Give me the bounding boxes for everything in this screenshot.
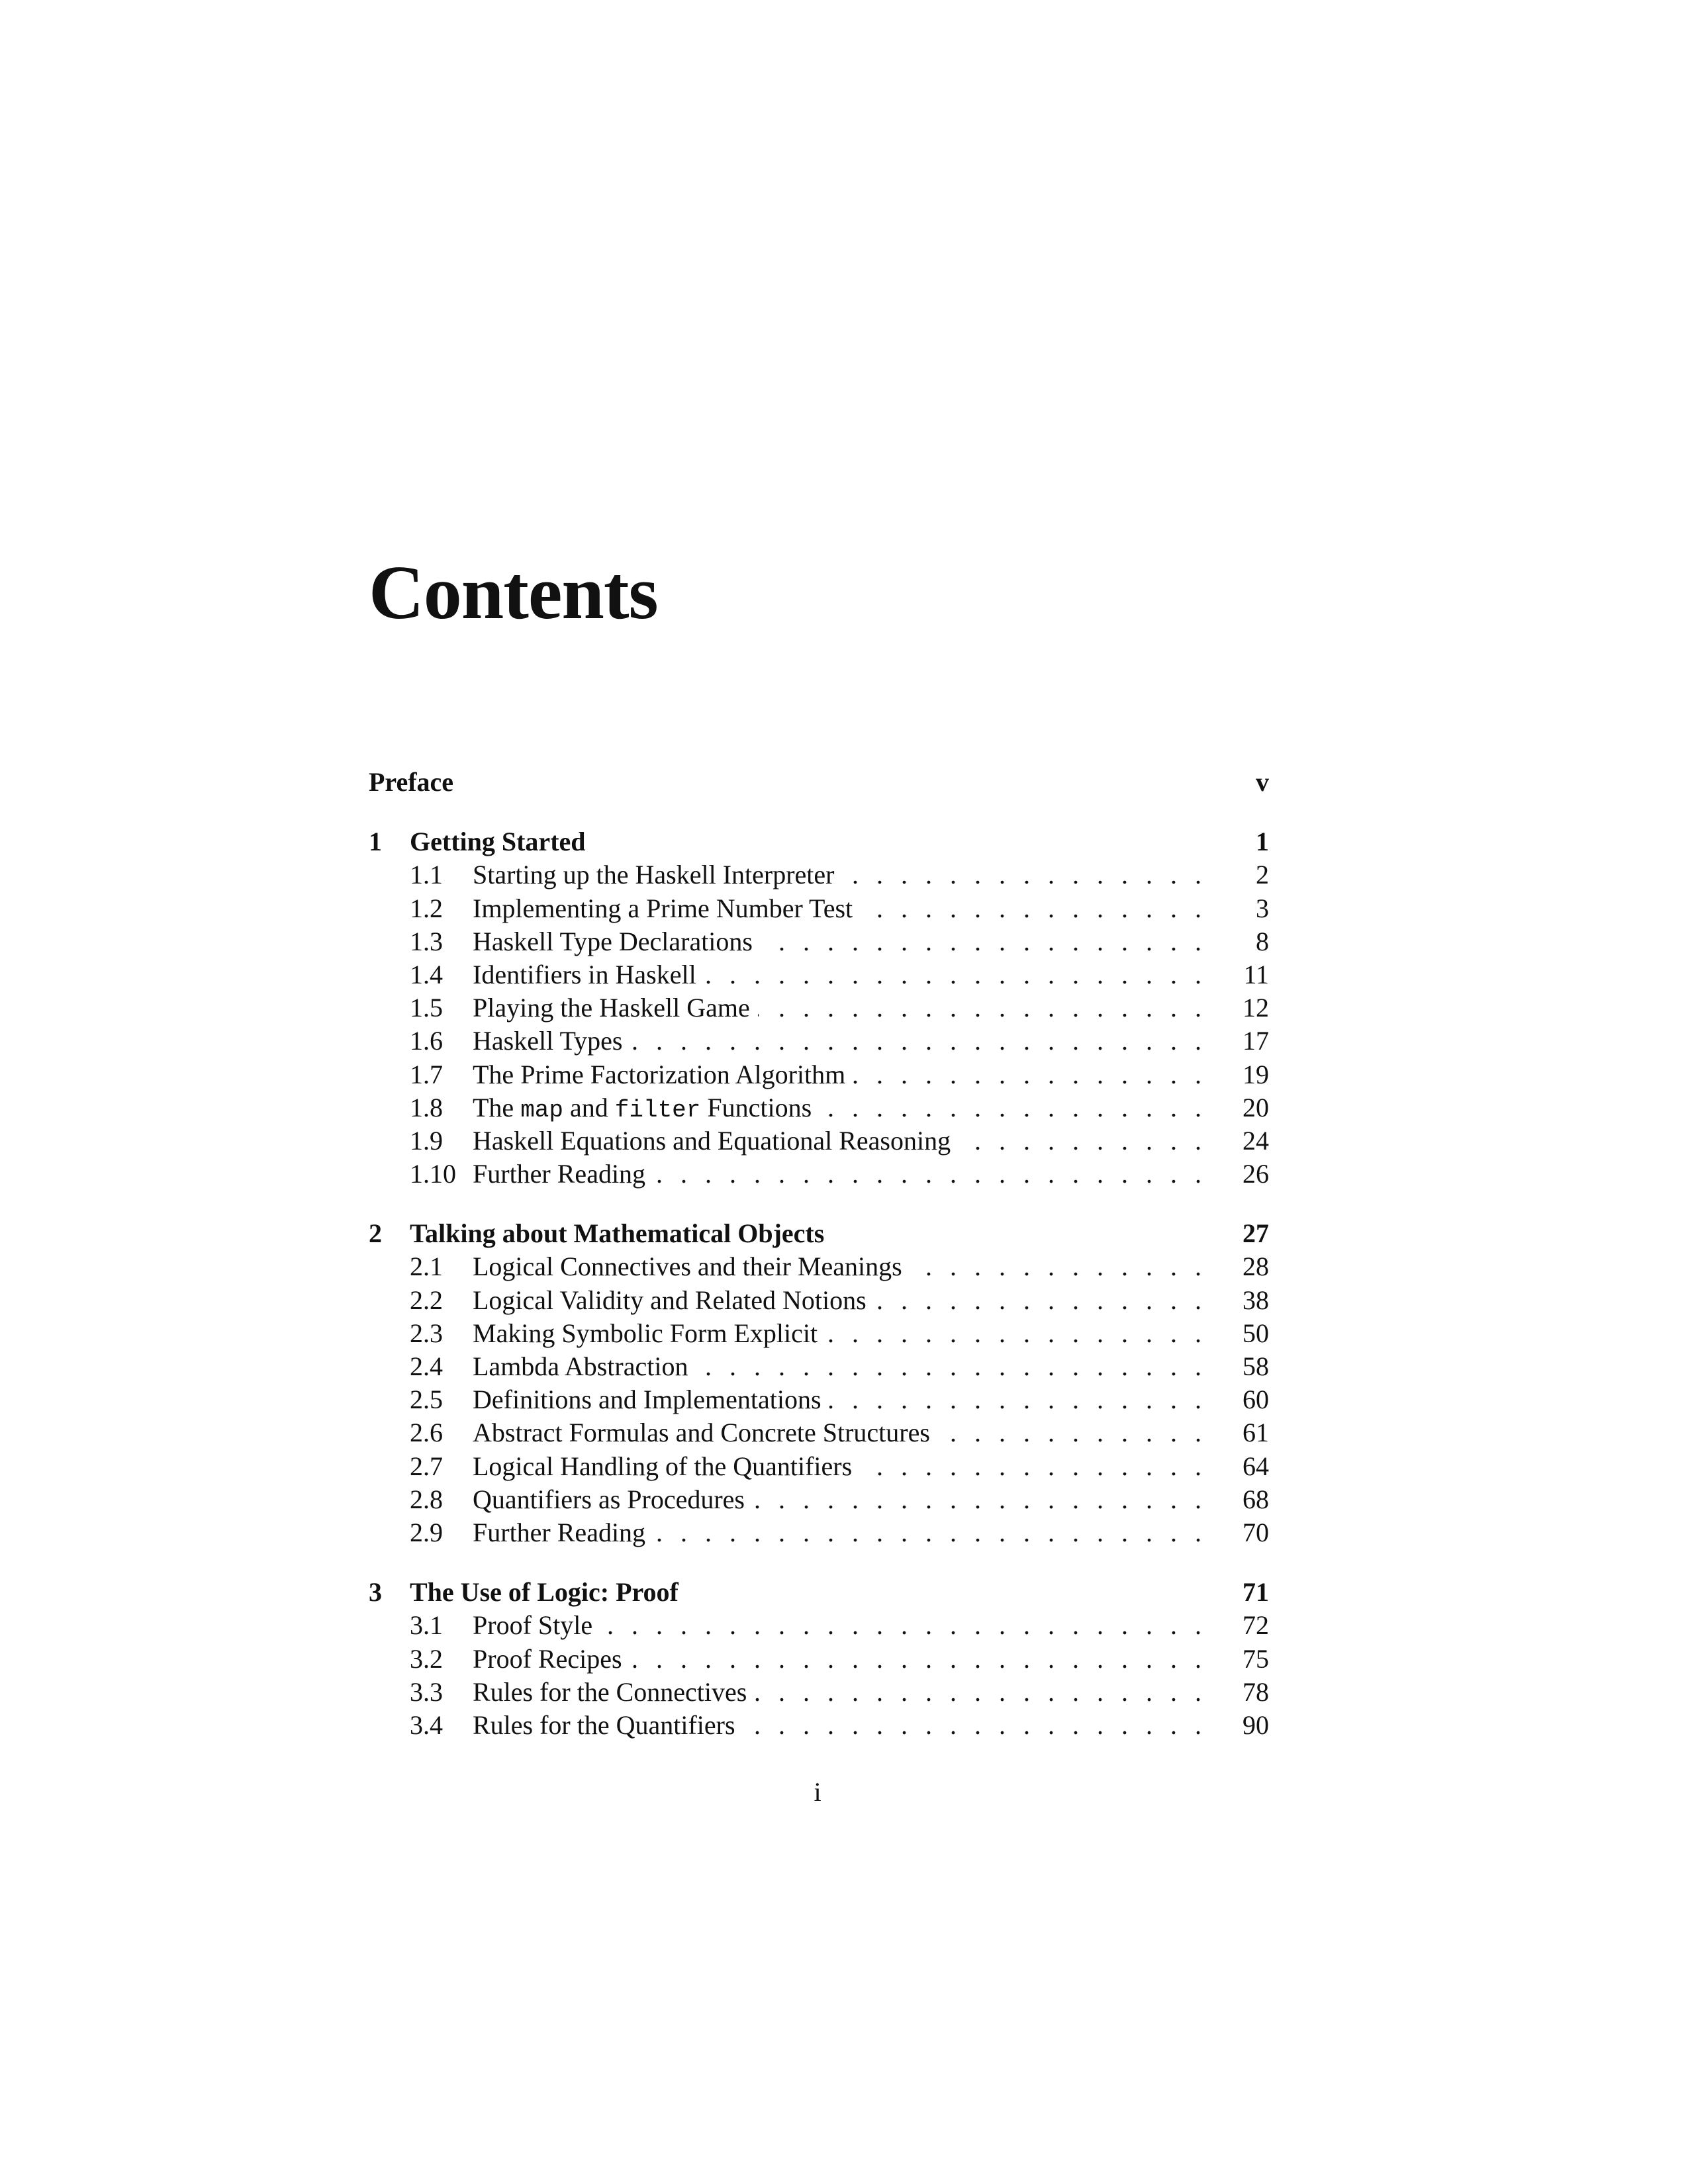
toc-chapter-title: The Use of Logic: Proof bbox=[410, 1576, 686, 1609]
toc-chapter-title: Talking about Mathematical Objects bbox=[410, 1217, 832, 1250]
page-title: Contents bbox=[369, 551, 658, 635]
toc-section-1-9[interactable] bbox=[369, 1124, 1269, 1158]
toc-section-1-10[interactable] bbox=[369, 1158, 1269, 1191]
toc-section-page: 90 bbox=[1243, 1709, 1269, 1740]
toc-section-title: Lambda Abstraction bbox=[473, 1350, 696, 1383]
toc-section-3-1[interactable] bbox=[369, 1609, 1269, 1642]
toc-section-page: 72 bbox=[1243, 1610, 1269, 1641]
code-text: filter bbox=[614, 1096, 701, 1124]
toc-section-page: 20 bbox=[1243, 1092, 1269, 1122]
toc-chapter-3[interactable] bbox=[369, 1576, 1269, 1609]
toc-section-title: Rules for the Connectives bbox=[473, 1676, 755, 1709]
toc-section-page: 61 bbox=[1243, 1418, 1269, 1448]
toc-section-page: 58 bbox=[1243, 1351, 1269, 1381]
toc-chapter-2[interactable] bbox=[369, 1217, 1269, 1250]
toc-chapter-1[interactable] bbox=[369, 825, 1269, 858]
toc-section-number: 1.2 bbox=[410, 893, 443, 923]
toc-section-number: 1.1 bbox=[410, 860, 443, 890]
toc-section-3-3[interactable] bbox=[369, 1676, 1269, 1709]
toc-section-2-9[interactable] bbox=[369, 1516, 1269, 1549]
toc-entry-preface[interactable] bbox=[369, 766, 1269, 799]
code-text: map bbox=[520, 1096, 563, 1124]
toc-entry-title: Preface bbox=[369, 767, 454, 797]
toc-section-number: 1.3 bbox=[410, 926, 443, 956]
toc-section-1-8[interactable] bbox=[369, 1091, 1269, 1124]
toc-section-2-3[interactable] bbox=[369, 1317, 1269, 1350]
toc-section-number: 2.4 bbox=[410, 1351, 443, 1381]
toc-section-number: 1.7 bbox=[410, 1059, 443, 1089]
toc-section-page: 50 bbox=[1243, 1318, 1269, 1348]
title-text: and bbox=[563, 1092, 615, 1122]
toc-section-number: 2.7 bbox=[410, 1451, 443, 1481]
toc-section-number: 1.5 bbox=[410, 993, 443, 1023]
toc-section-number: 3.2 bbox=[410, 1643, 443, 1674]
toc-section-number: 2.9 bbox=[410, 1517, 443, 1547]
toc-section-1-5[interactable] bbox=[369, 991, 1269, 1024]
toc-section-title: Implementing a Prime Number Test bbox=[473, 892, 861, 925]
toc-section-title: Starting up the Haskell Interpreter bbox=[473, 858, 842, 891]
toc-section-title: Logical Handling of the Quantifiers bbox=[473, 1450, 860, 1483]
toc-section-title: Identifiers in Haskell bbox=[473, 958, 704, 991]
toc-section-1-7[interactable] bbox=[369, 1058, 1269, 1091]
toc-section-title: Haskell Type Declarations bbox=[473, 925, 761, 958]
toc-section-2-2[interactable] bbox=[369, 1284, 1269, 1317]
toc-section-2-1[interactable] bbox=[369, 1250, 1269, 1283]
toc-section-page: 78 bbox=[1243, 1676, 1269, 1707]
toc-section-page: 8 bbox=[1256, 926, 1269, 956]
toc-section-title: Further Reading bbox=[473, 1158, 653, 1191]
toc-chapter-number: 1 bbox=[369, 827, 382, 857]
toc-section-number: 1.4 bbox=[410, 959, 443, 989]
toc-section-number: 2.5 bbox=[410, 1385, 443, 1415]
toc-entry-page: v bbox=[1256, 767, 1269, 797]
toc-section-page: 64 bbox=[1243, 1451, 1269, 1481]
toc-section-page: 2 bbox=[1256, 860, 1269, 890]
toc-chapter-page: 71 bbox=[1243, 1577, 1269, 1608]
toc-chapter-page: 1 bbox=[1256, 827, 1269, 857]
toc-section-page: 11 bbox=[1243, 959, 1269, 989]
toc-section-number: 1.9 bbox=[410, 1125, 443, 1156]
toc-section-page: 70 bbox=[1243, 1517, 1269, 1547]
toc-section-2-5[interactable] bbox=[369, 1383, 1269, 1416]
toc-section-title: Proof Style bbox=[473, 1609, 600, 1642]
toc-section-number: 1.6 bbox=[410, 1026, 443, 1056]
toc-section-page: 75 bbox=[1243, 1643, 1269, 1674]
toc-section-2-4[interactable] bbox=[369, 1350, 1269, 1383]
toc-section-page: 24 bbox=[1243, 1125, 1269, 1156]
title-text: Functions bbox=[700, 1092, 812, 1122]
toc-chapter-number: 2 bbox=[369, 1218, 382, 1249]
toc-section-page: 26 bbox=[1243, 1159, 1269, 1189]
toc-section-1-2[interactable] bbox=[369, 892, 1269, 925]
toc-section-page: 19 bbox=[1243, 1059, 1269, 1089]
toc-section-page: 28 bbox=[1243, 1251, 1269, 1282]
toc-section-page: 60 bbox=[1243, 1385, 1269, 1415]
toc-section-number: 1.10 bbox=[410, 1159, 456, 1189]
toc-chapter-page: 27 bbox=[1243, 1218, 1269, 1249]
toc-section-title: Quantifiers as Procedures bbox=[473, 1483, 753, 1516]
toc-section-title: Logical Validity and Related Notions bbox=[473, 1284, 874, 1317]
title-text: The bbox=[473, 1092, 521, 1122]
toc-section-1-4[interactable] bbox=[369, 958, 1269, 991]
toc-section-2-8[interactable] bbox=[369, 1483, 1269, 1516]
toc-section-title bbox=[473, 1091, 820, 1127]
toc-section-number: 2.2 bbox=[410, 1285, 443, 1315]
toc-chapter-number: 3 bbox=[369, 1577, 382, 1608]
toc-section-2-6[interactable] bbox=[369, 1416, 1269, 1449]
toc-section-page: 17 bbox=[1243, 1026, 1269, 1056]
toc-section-page: 12 bbox=[1243, 993, 1269, 1023]
toc-section-1-6[interactable] bbox=[369, 1024, 1269, 1058]
toc-section-title: The Prime Factorization Algorithm bbox=[473, 1058, 853, 1091]
toc-section-title: Rules for the Quantifiers bbox=[473, 1709, 743, 1742]
toc-chapter-title: Getting Started bbox=[410, 825, 594, 858]
toc-section-title: Proof Recipes bbox=[473, 1643, 630, 1676]
toc-section-number: 2.1 bbox=[410, 1251, 443, 1282]
page-number: i bbox=[814, 1777, 821, 1807]
toc-section-title: Abstract Formulas and Concrete Structures bbox=[473, 1416, 938, 1449]
toc-section-3-4[interactable] bbox=[369, 1709, 1269, 1742]
toc-section-title: Further Reading bbox=[473, 1516, 653, 1549]
toc-section-3-2[interactable] bbox=[369, 1643, 1269, 1676]
toc-section-title: Haskell Types bbox=[473, 1024, 630, 1058]
toc-section-2-7[interactable] bbox=[369, 1450, 1269, 1483]
toc-section-number: 1.8 bbox=[410, 1092, 443, 1122]
toc-section-number: 3.3 bbox=[410, 1676, 443, 1707]
toc-section-page: 38 bbox=[1243, 1285, 1269, 1315]
toc-section-number: 3.4 bbox=[410, 1709, 443, 1740]
toc-section-number: 2.6 bbox=[410, 1418, 443, 1448]
toc-section-page: 3 bbox=[1256, 893, 1269, 923]
toc-section-page: 68 bbox=[1243, 1484, 1269, 1514]
toc-section-number: 2.8 bbox=[410, 1484, 443, 1514]
toc-section-1-1[interactable] bbox=[369, 858, 1269, 891]
toc-section-title: Definitions and Implementations bbox=[473, 1383, 829, 1416]
toc-section-title: Logical Connectives and their Meanings bbox=[473, 1250, 910, 1283]
toc-section-1-3[interactable] bbox=[369, 925, 1269, 958]
toc-section-number: 2.3 bbox=[410, 1318, 443, 1348]
table-of-contents bbox=[369, 766, 1269, 1742]
toc-section-title: Playing the Haskell Game bbox=[473, 991, 758, 1024]
toc-section-number: 3.1 bbox=[410, 1610, 443, 1641]
toc-section-title: Making Symbolic Form Explicit bbox=[473, 1317, 825, 1350]
toc-section-title: Haskell Equations and Equational Reasoning bbox=[473, 1124, 959, 1158]
